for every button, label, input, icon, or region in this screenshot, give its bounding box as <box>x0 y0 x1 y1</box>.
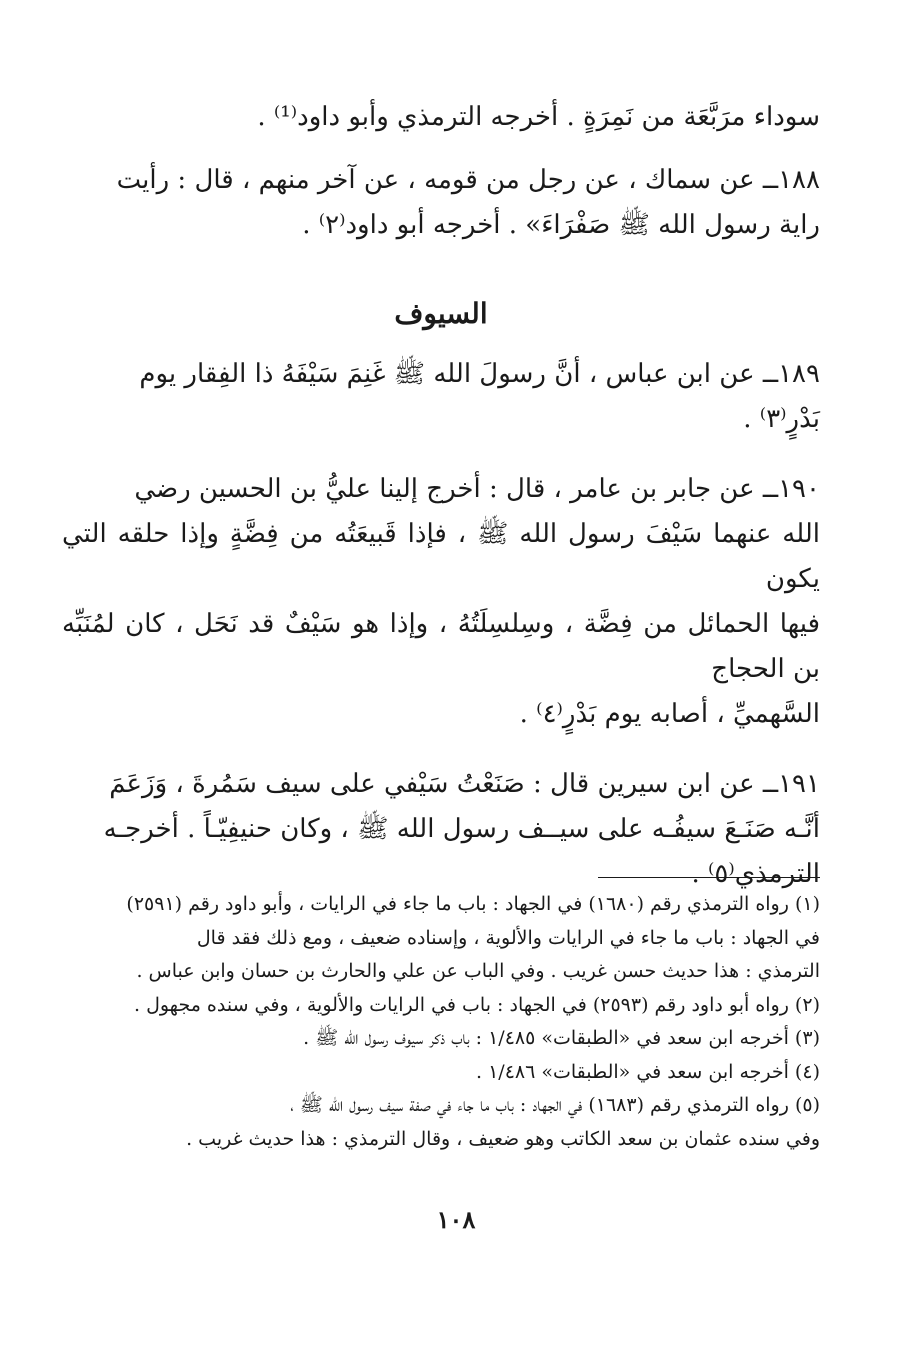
footnote-line: (١) رواه الترمذي رقم (١٦٨٠) في الجهاد : باب ما جاء في الرايات ، وأبو داود رقم (٢٥٩١) <box>126 893 820 915</box>
text-line: الله عنهما سَيْفَ رسول الله ﷺ ، فإذا قَبيعَتُه من فِضَّةٍ وإذا حلقه التي يكون <box>62 519 820 594</box>
text-line: سوداء مرَبَّعَة من نَمِرَةٍ . أخرجه الترمذي وأبو داود⁽¹⁾ . <box>257 102 820 132</box>
text-line: أنَّـه صَنَـعَ سيفُـه على سيــف رسول الله ﷺ ، وكان حنيفِيّـاً . أخرجـه <box>103 814 820 844</box>
page-number: ١٠٨ <box>436 1205 476 1234</box>
text-line: ١٩١ــ عن ابن سيرين قال : صَنَعْتُ سَيْفي على سيف سَمُرةَ ، وَزَعَمَ <box>109 769 820 799</box>
text-line: ١٨٨ــ عن سماك ، عن رجل من قومه ، عن آخر منهم ، قال : رأيت <box>116 165 820 195</box>
hadith-188 <box>62 158 820 248</box>
text-line: راية رسول الله ﷺ صَفْرَاءَ» . أخرجه أبو داود⁽٢⁾ . <box>302 210 820 240</box>
text-line: بَدْرٍ⁽٣⁾ . <box>743 404 820 434</box>
footnote-line: (٤) أخرجه ابن سعد في «الطبقات» ١/٤٨٦ . <box>476 1060 820 1083</box>
text-line: ١٨٩ــ عن ابن عباس ، أنَّ رسولَ الله ﷺ غَنِمَ سَيْفَهُ ذا الفِقار يوم <box>139 359 820 389</box>
text-line: ١٩٠ــ عن جابر بن عامر ، قال : أخرج إلينا عليُّ بن الحسين رضي <box>134 474 820 504</box>
footnote-line: (٢) رواه أبو داود رقم (٢٥٩٣) في الجهاد : باب في الرايات والألوية ، وفي سنده مجهول . <box>133 993 820 1016</box>
footnote-line: وفي سنده عثمان بن سعد الكاتب وهو ضعيف ، وقال الترمذي : هذا حديث غريب . <box>186 1127 820 1150</box>
intro-paragraph <box>62 95 820 140</box>
hadith-189 <box>62 352 820 442</box>
text-line: فيها الحمائل من فِضَّة ، وسِلسِلَتُهُ ، وإذا هو سَيْفٌ قد نَحَل ، كان لمُنَبِّه بن الحجاج <box>62 609 820 684</box>
footnote-line: (٥) رواه الترمذي رقم (١٦٨٣) في الجهاد : باب ما جاء في صفة سيف رسول الله ﷺ ، <box>290 1094 820 1116</box>
footnotes <box>62 888 820 1156</box>
hadith-190 <box>62 467 820 737</box>
footnote-line: (٣) أخرجه ابن سعد في «الطبقات» ١/٤٨٥ : باب ذكر سيوف رسول الله ﷺ . <box>303 1027 820 1049</box>
main-text <box>62 95 820 897</box>
section-title: السيوف <box>394 297 488 330</box>
footnote-line: في الجهاد : باب ما جاء في الرايات والألوية ، وإسناده ضعيف ، ومع ذلك فقد قال <box>196 926 820 949</box>
footnote-divider <box>598 877 820 878</box>
text-line: الترمذي⁽٥⁾ . <box>691 859 820 889</box>
text-line: السَّهميِّ ، أصابه يوم بَدْرٍ⁽٤⁾ . <box>519 699 820 729</box>
footnote-line: الترمذي : هذا حديث حسن غريب . وفي الباب عن علي والحارث بن حسان وابن عباس . <box>136 960 820 982</box>
